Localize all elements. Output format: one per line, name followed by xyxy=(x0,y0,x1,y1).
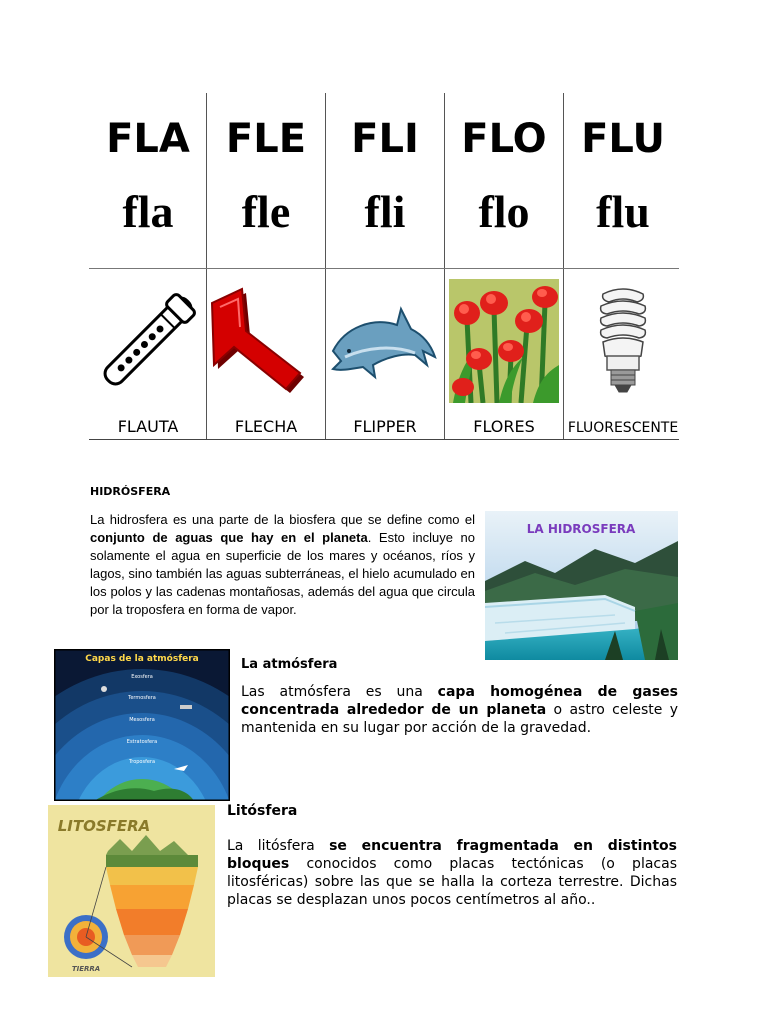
syllable-upper: FLI xyxy=(351,116,419,162)
litosfera-image-caption: TIERRA xyxy=(71,965,101,973)
hidrosfera-image xyxy=(485,511,678,660)
paragraph-text: . Esto incluye no solamente el agua en superficie de los mares y océanos, ríos y lagos, sino también las aguas subterráneas, el hielo acumulado en los polos y las cadenas montañosas, además del agua que circula por la troposfera en forma de vapor. xyxy=(90,530,475,617)
paragraph-bold: capa homogénea de gases concentrada alrededor de un planeta xyxy=(241,684,679,718)
hidrosfera-image-title: LA HIDROSFERA xyxy=(526,522,636,536)
atmosfera-image xyxy=(54,649,230,801)
litosfera-image-title: LITOSFERA xyxy=(57,817,151,835)
atmosphere-layer-label: Termosfera xyxy=(128,695,156,701)
litosfera-image xyxy=(48,805,215,977)
paragraph-bold: se encuentra fragmentada en distintos bloques xyxy=(227,838,677,872)
atmosphere-layer-label: Mesosfera xyxy=(129,717,155,723)
bulb-icon xyxy=(564,271,682,411)
syllable-lower: fle xyxy=(241,186,291,237)
syllable-column-flo xyxy=(445,93,563,440)
atmosfera-image-title: Capas de la atmósfera xyxy=(85,654,199,664)
flute-icon xyxy=(89,271,207,411)
syllable-upper: FLA xyxy=(106,116,190,162)
syllable-column-fla xyxy=(89,93,207,440)
syllable-column-fle xyxy=(207,93,325,440)
syllable-lower: fli xyxy=(364,186,406,237)
paragraph-text: o astro celeste y mantenida en su lugar por acción de la gravedad. xyxy=(241,702,678,736)
syllable-lower: flu xyxy=(596,186,650,237)
atmosphere-layer-label: Estratosfera xyxy=(126,739,158,745)
syllable-word: FLUORESCENTE xyxy=(567,420,679,436)
paragraph-litosfera xyxy=(227,837,677,909)
syllable-upper: FLU xyxy=(581,116,665,162)
syllable-lower: flo xyxy=(478,186,530,237)
atmosphere-layer-label: Troposfera xyxy=(128,759,156,765)
syllable-word: FLIPPER xyxy=(353,417,417,436)
tulips-icon xyxy=(445,271,563,411)
paragraph-hidrosfera xyxy=(90,511,475,619)
paragraph-text: La litósfera xyxy=(227,838,330,854)
syllable-upper: FLO xyxy=(461,116,547,162)
syllable-column-flu xyxy=(564,93,682,440)
paragraph-bold: conjunto de aguas que hay en el planeta xyxy=(90,530,368,545)
syllable-column-fli xyxy=(326,93,444,440)
paragraph-text: Las atmósfera es una xyxy=(241,684,438,700)
paragraph-atmosfera xyxy=(241,683,678,737)
syllable-lower: fla xyxy=(122,186,174,237)
paragraph-text: conocidos como placas tectónicas (o placas litosféricas) sobre las que se halla la corteza terrestre. Dichas placas se desplazan unos pocos centímetros al año.. xyxy=(227,856,677,908)
arrow-icon xyxy=(207,271,325,411)
atmosphere-layer-label: Exosfera xyxy=(131,674,153,680)
section-heading-litosfera: Litósfera xyxy=(227,803,298,819)
paragraph-text: La hidrosfera es una parte de la biosfera que se define como el xyxy=(90,512,475,527)
section-heading-atmosfera: La atmósfera xyxy=(241,657,338,672)
dolphin-icon xyxy=(326,271,444,411)
syllable-word: FLORES xyxy=(473,417,535,436)
syllable-word: FLAUTA xyxy=(117,417,179,436)
syllable-word: FLECHA xyxy=(234,417,298,436)
syllable-table xyxy=(89,93,679,440)
syllable-upper: FLE xyxy=(225,116,307,162)
section-heading-hidrosfera: HIDRÓSFERA xyxy=(90,485,171,498)
